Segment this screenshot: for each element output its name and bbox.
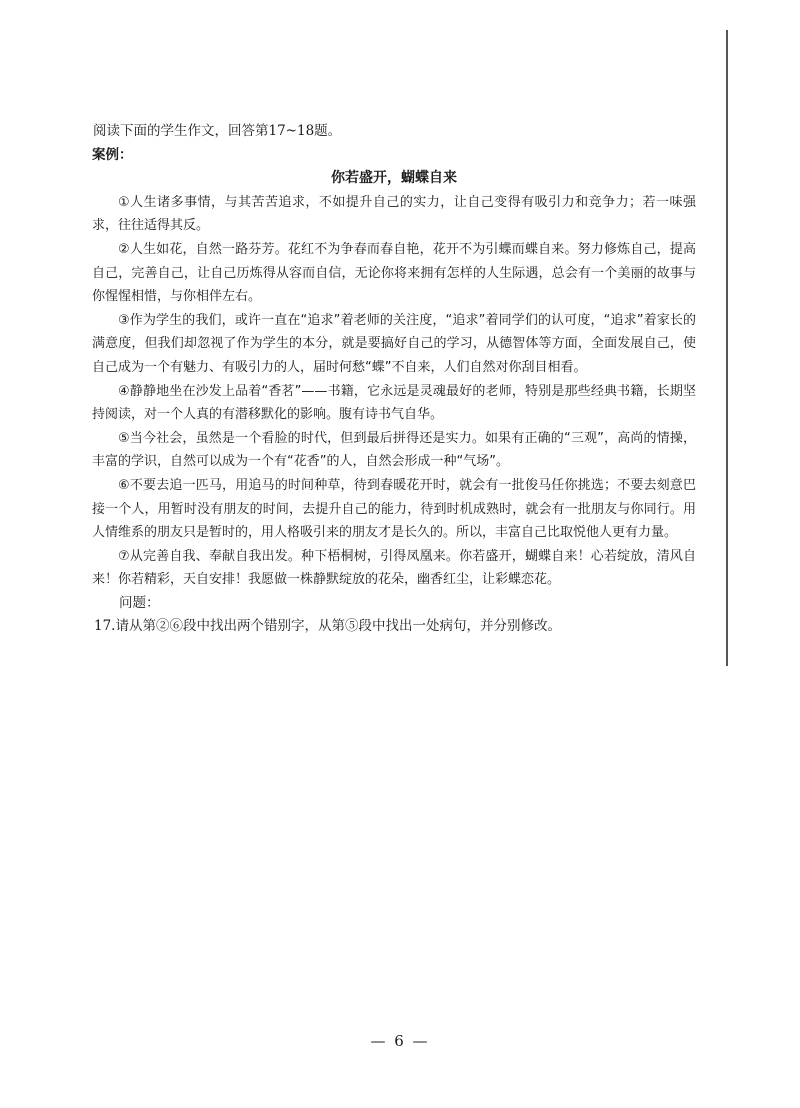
case-label: 案例： xyxy=(92,146,133,163)
essay-paragraph-1: ①人生诸多事情，与其苦苦追求，不如提升自己的实力，让自己变得有吸引力和竞争力；若一味强求，往往适得其反。 xyxy=(92,194,696,234)
page-number: — 6 — xyxy=(370,1032,430,1050)
question-label: 问题： xyxy=(119,594,160,611)
reading-instruction: 阅读下面的学生作文，回答第17~18题。 xyxy=(93,123,342,139)
essay-paragraph-2: ②人生如花，自然一路芬芳。花红不为争春而春自艳，花开不为引蝶而蝶自来。努力修炼自己，提高自己，完善自己，让自己历炼得从容而自信，无论你将来拥有怎样的人生际遇，总会有一个美丽的故事与你惺惺相惜，与你相伴左右。 xyxy=(92,241,696,305)
essay-paragraph-6: ⑥不要去追一匹马，用追马的时间种草，待到春暖花开时，就会有一批俊马任你挑选；不要去刻意巴接一个人，用暂时没有朋友的时间，去提升自己的能力，待到时机成熟时，就会有一批朋友与你同行。用人情维系的朋友只是暂时的，用人格吸引来的朋友才是长久的。所以，丰富自己比取悦他人更有力量。 xyxy=(92,477,696,541)
essay-paragraph-3: ③作为学生的我们，或许一直在“追求”着老师的关注度，“追求”着同学们的认可度，“追求”着家长的满意度，但我们却忽视了作为学生的本分，就是要搞好自己的学习，从德智体等方面，全面发展自己，使自己成为一个有魅力、有吸引力的人，届时何愁“蝶”不自来，人们自然对你刮目相看。 xyxy=(92,312,696,375)
essay-title: 你若盛开，蝴蝶自来 xyxy=(331,170,457,187)
question-content xyxy=(92,120,696,639)
margin-rule xyxy=(726,30,728,666)
essay-paragraph-5: ⑤当今社会，虽然是一个看脸的时代，但到最后拼得还是实力。如果有正确的“三观”，高尚的情操，丰富的学识，自然可以成为一个有“花香”的人，自然会形成一种“气场”。 xyxy=(92,430,696,470)
question-17: 17.请从第②⑥段中找出两个错别字，从第⑤段中找出一处病句，并分别修改。 xyxy=(94,618,561,635)
essay-paragraph-4: ④静静地坐在沙发上品着“香茗”——书籍，它永远是灵魂最好的老师，特别是那些经典书籍，长期坚持阅读，对一个人真的有潜移默化的影响。腹有诗书气自华。 xyxy=(92,383,696,423)
essay-paragraph-7: ⑦从完善自我、奉献自我出发。种下梧桐树，引得凤凰来。你若盛开，蝴蝶自来！心若绽放，清风自来！你若精彩，天自安排！我愿做一株静默绽放的花朵，幽香红尘，让彩蝶恋花。 xyxy=(92,548,696,588)
